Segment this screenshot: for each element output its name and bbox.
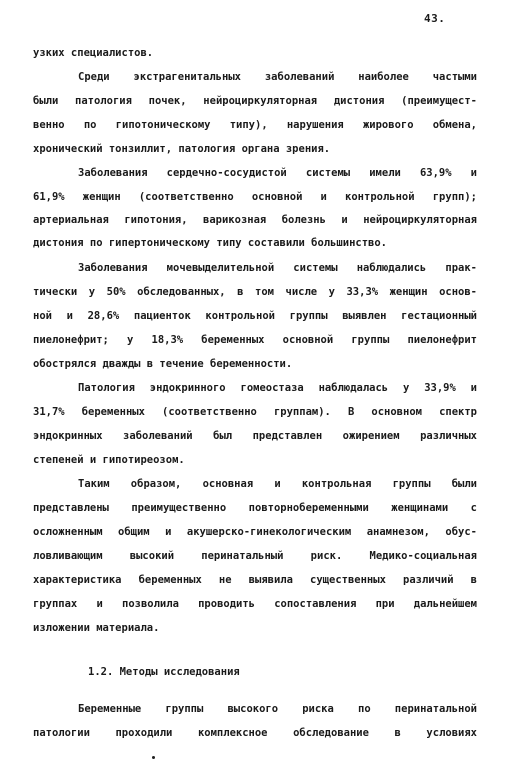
text-line: ловливающим высокий перинатальный риск. Медико-социальная (33, 550, 477, 562)
text-line: венно по гипотоническому типу), нарушения жирового обмена, (33, 119, 477, 131)
text-line: представлены преимущественно повторнобеременными женщинами с (33, 502, 477, 514)
paragraph-first-line: Таким образом, основная и контрольная группы были (78, 478, 477, 490)
section-heading: 1.2. Методы исследования (88, 666, 240, 678)
paragraph-first-line: Патология эндокринного гомеостаза наблюдалась у 33,9% и (78, 382, 477, 394)
text-line: узких специалистов. (33, 47, 154, 59)
paragraph-first-line: Заболевания мочевыделительной системы наблюдались прак- (78, 262, 477, 274)
text-line: группах и позволила проводить сопоставления при дальнейшем (33, 598, 477, 610)
paragraph-first-line: Беременные группы высокого риска по перинатальной (78, 703, 477, 715)
text-line: ной и 28,6% пациенток контрольной группы выявлен гестационный (33, 310, 477, 322)
paragraph-first-line: Заболевания сердечно-сосудистой системы имели 63,9% и (78, 167, 477, 179)
text-line: степеней и гипотиреозом. (33, 454, 185, 466)
text-line: изложении материала. (33, 622, 160, 634)
text-line: хронический тонзиллит, патология органа зрения. (33, 143, 331, 155)
text-line: были патология почек, нейроциркуляторная дистония (преимущест- (33, 95, 477, 107)
text-line: характеристика беременных не выявила существенных различий в (33, 574, 477, 586)
text-line: осложненным общим и акушерско-гинекологическим анамнезом, обус- (33, 526, 477, 538)
text-line: тически у 50% обследованных, в том числе у 33,3% женщин основ- (33, 286, 477, 298)
text-line: артериальная гипотония, варикозная болезнь и нейроциркуляторная (33, 214, 477, 226)
page-number: 43. (424, 12, 446, 25)
text-line: дистония по гипертоническому типу составили большинство. (33, 237, 388, 249)
text-line: пиелонефрит; у 18,3% беременных основной группы пиелонефрит (33, 334, 477, 346)
paragraph-first-line: Среди экстрагенитальных заболеваний наиболее частыми (78, 71, 477, 83)
speck-mark (152, 756, 155, 759)
text-line: патологии проходили комплексное обследование в условиях (33, 727, 477, 739)
text-line: эндокринных заболеваний был представлен ожирением различных (33, 430, 477, 442)
text-line: обострялся дважды в течение беременности. (33, 358, 293, 370)
text-line: 61,9% женщин (соответственно основной и контрольной групп); (33, 191, 477, 203)
text-line: 31,7% беременных (соответственно группам). В основном спектр (33, 406, 477, 418)
